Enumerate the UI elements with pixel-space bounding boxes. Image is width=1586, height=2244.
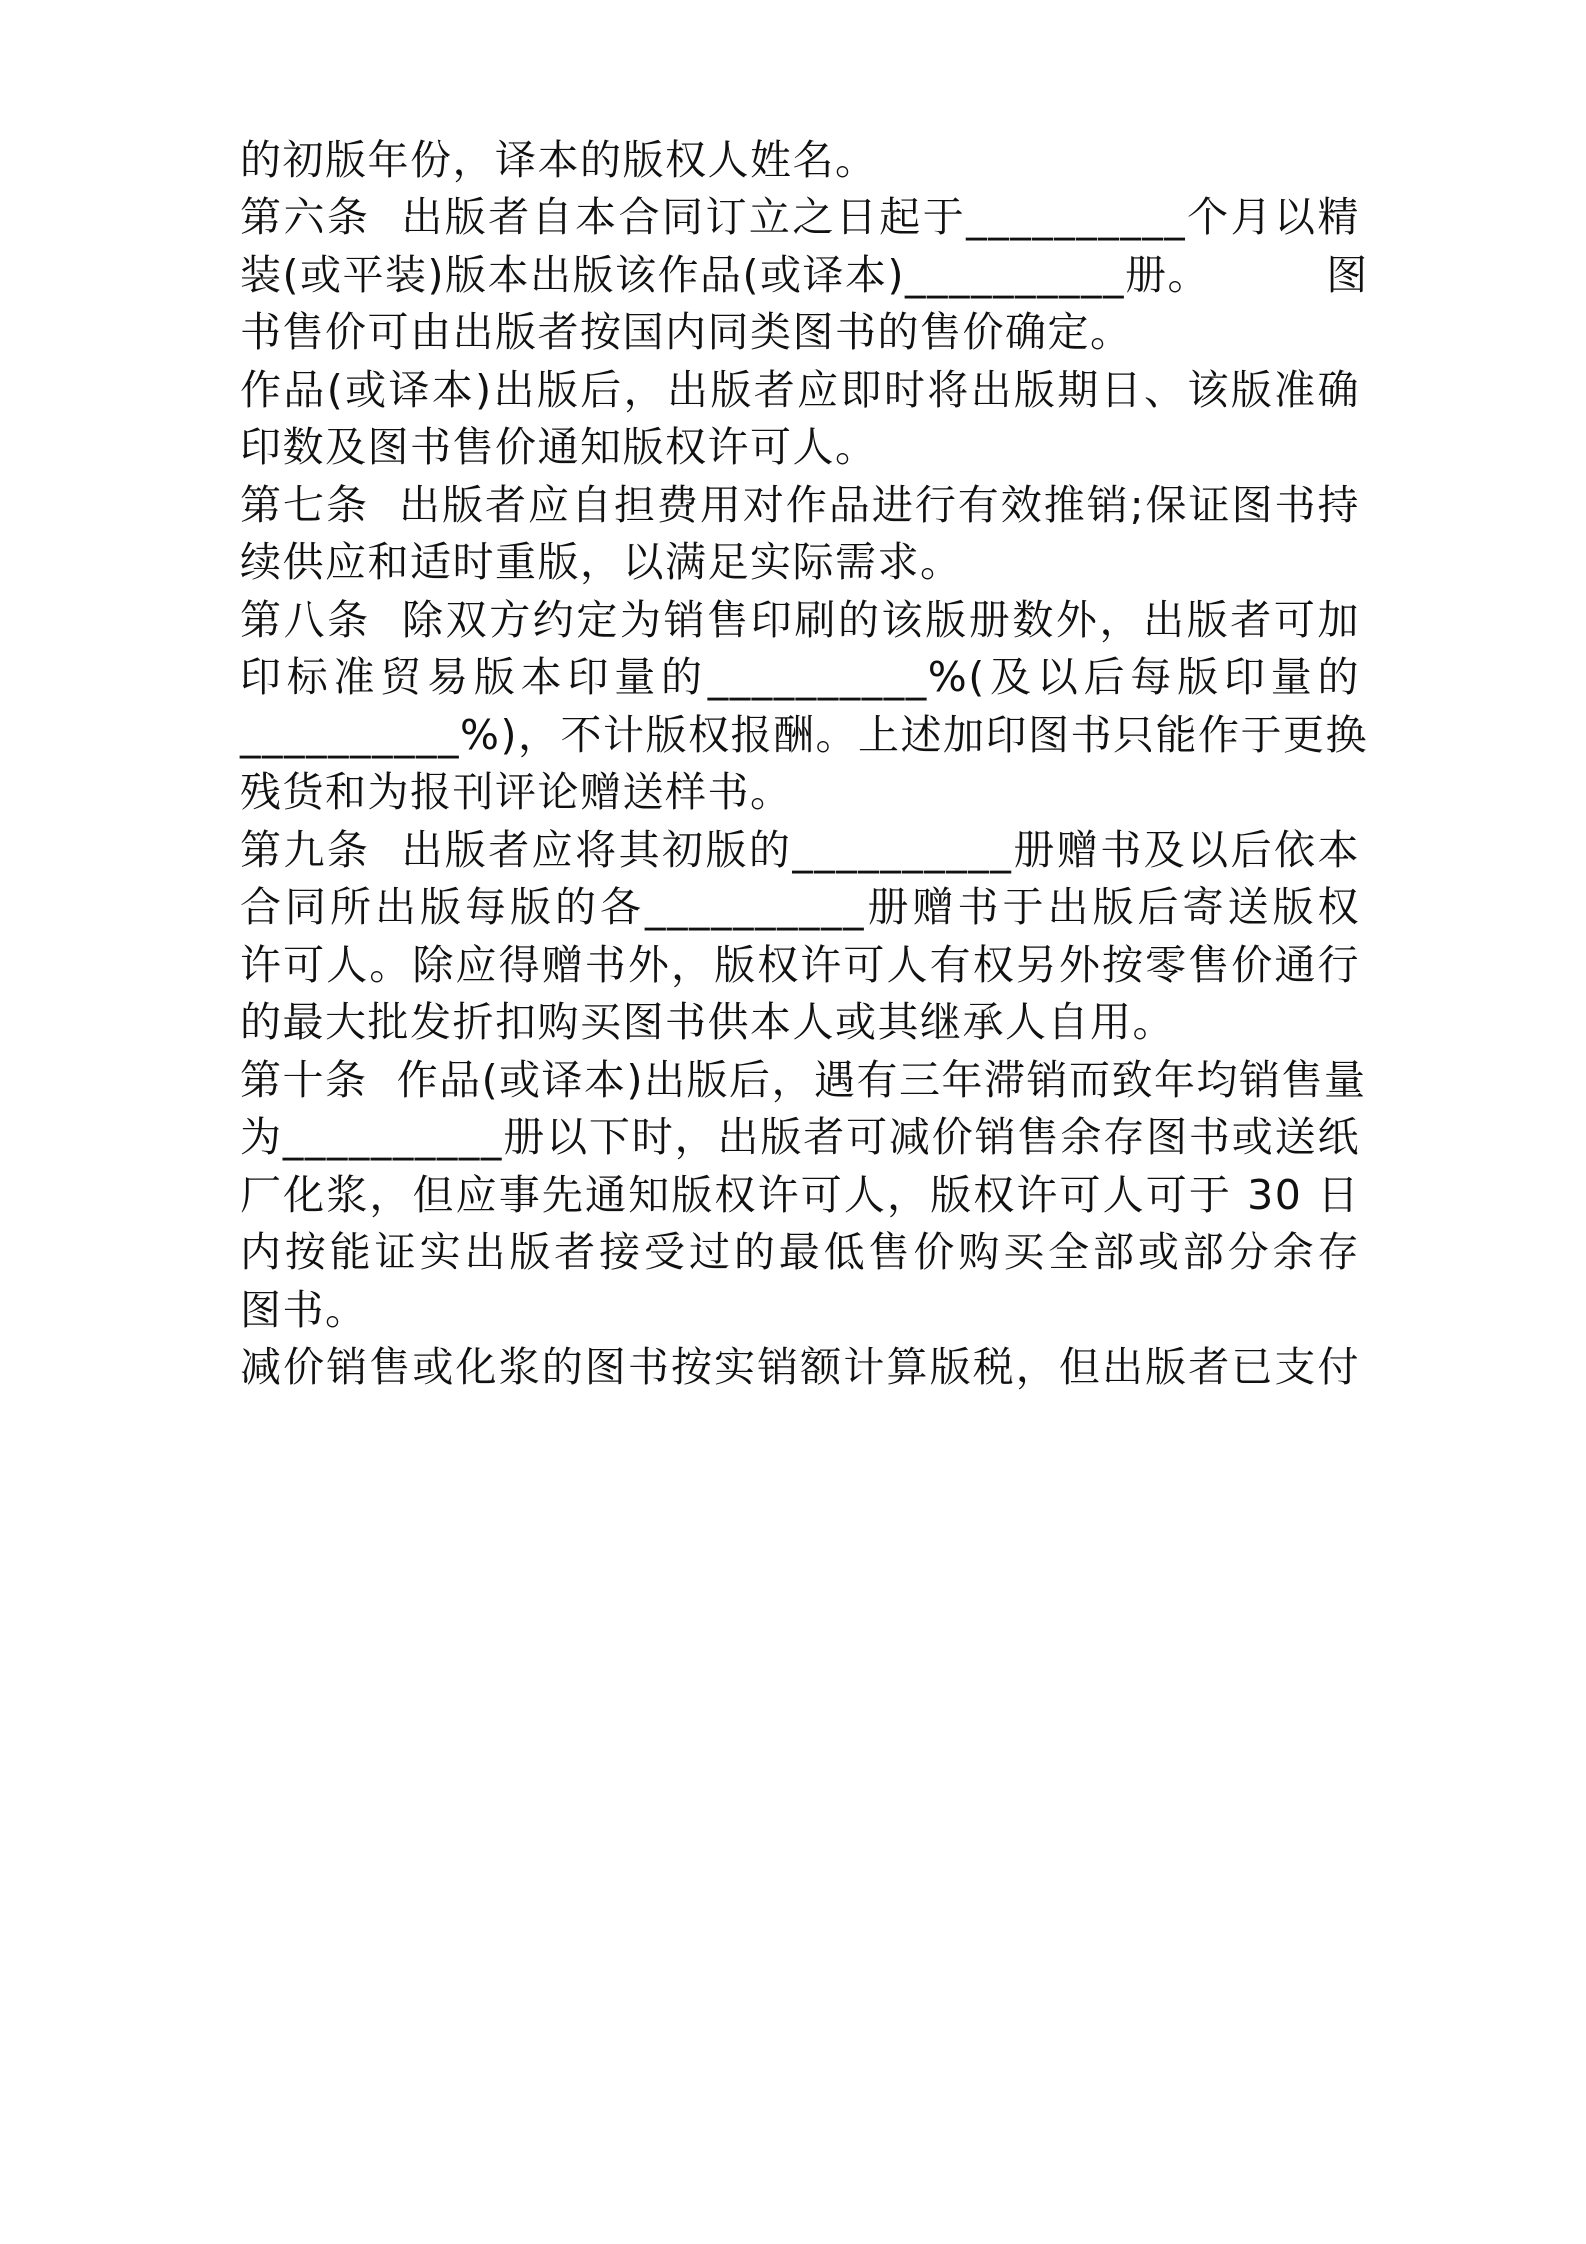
text-line: 第七条 出版者应自担费用对作品进行有效推销;保证图书持 xyxy=(240,481,1360,529)
text-line: 印数及图书售价通知版权许可人。 xyxy=(240,423,878,471)
text-line: 作品(或译本)出版后，出版者应即时将出版期日、该版准确 xyxy=(240,366,1360,414)
text-line: 图书。 xyxy=(240,1286,368,1334)
text-line: 印标准贸易版本印量的__________%(及以后每版印量的 xyxy=(240,653,1360,701)
text-line: 续供应和适时重版，以满足实际需求。 xyxy=(240,538,963,586)
text-line: 合同所出版每版的各__________册赠书于出版后寄送版权 xyxy=(240,883,1360,931)
text-line: 第六条 出版者自本合同订立之日起于__________个月以精 xyxy=(240,193,1360,241)
text-line: 的初版年份，译本的版权人姓名。 xyxy=(240,136,878,184)
text-line: 装(或平装)版本出版该作品(或译本)__________册。 图 xyxy=(240,251,1369,299)
text-line: 的最大批发折扣购买图书供本人或其继承人自用。 xyxy=(240,998,1175,1046)
text-line: 书售价可由出版者按国内同类图书的售价确定。 xyxy=(240,308,1133,356)
text-line: __________%)，不计版权报酬。上述加印图书只能作于更换 xyxy=(240,711,1368,759)
text-line: 第八条 除双方约定为销售印刷的该版册数外，出版者可加 xyxy=(240,596,1360,644)
text-line: 内按能证实出版者接受过的最低售价购买全部或部分余存 xyxy=(240,1228,1360,1276)
text-line: 第九条 出版者应将其初版的__________册赠书及以后依本 xyxy=(240,826,1360,874)
text-line: 厂化浆，但应事先通知版权许可人，版权许可人可于 30 日 xyxy=(240,1171,1360,1219)
text-line: 减价销售或化浆的图书按实销额计算版税，但出版者已支付 xyxy=(240,1343,1360,1391)
text-line: 为__________册以下时，出版者可减价销售余存图书或送纸 xyxy=(240,1113,1360,1161)
text-line: 第十条 作品(或译本)出版后，遇有三年滞销而致年均销售量 xyxy=(240,1056,1367,1104)
text-line: 残货和为报刊评论赠送样书。 xyxy=(240,768,793,816)
text-line: 许可人。除应得赠书外，版权许可人有权另外按零售价通行 xyxy=(240,941,1360,989)
